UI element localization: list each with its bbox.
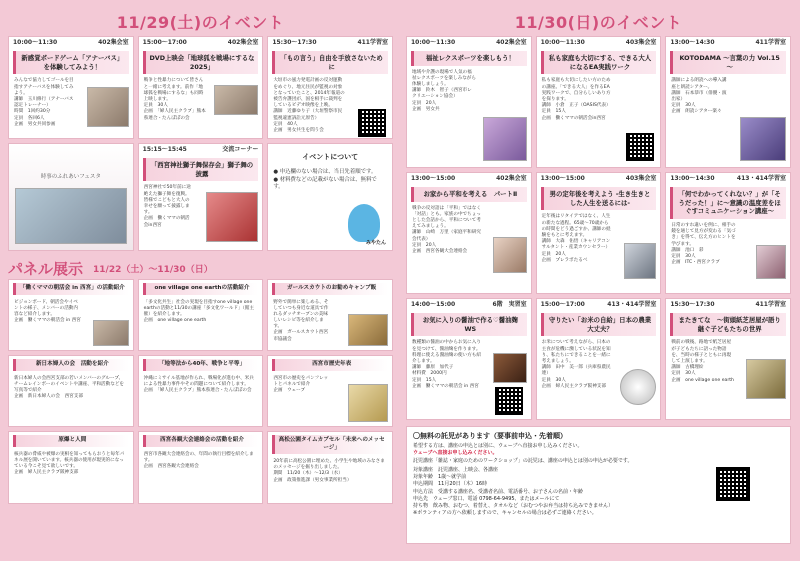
event-photo	[214, 85, 258, 115]
event-room: 411学習室	[357, 39, 388, 46]
event-title: DVD上映会「地球狐を戦場にするな2025」	[143, 51, 259, 74]
day-title-sunday: 11/30(日)のイベント	[514, 12, 683, 32]
panel-title: パネル展示	[8, 259, 84, 278]
notice-line: ※ボランティアの方へ依頼しますので、キャンセルの場合は必ずご連絡ください。	[413, 510, 597, 517]
info-title: イベントについて	[302, 153, 359, 161]
right-page	[406, 6, 791, 555]
panel-card-title: 「地等法から40年、戦争と平等」	[143, 359, 259, 371]
panel-card-title: 西宮各観大会連絡会の活動を紹介	[143, 435, 259, 447]
panel-card-title: 高松公園タイムカプセル「未来へのメッセージ」	[272, 435, 388, 454]
event-time: 15:30～17:30	[670, 301, 715, 308]
event-title: 福祉レクスポーツを楽しもう！	[411, 51, 527, 66]
event-body: 数種類の醤油の中からお気に入りを見つけて、醤油麹を作ります。料理に使える醤油麹の使い方も紹介します。 講師 藤原 加代子 材料費 2000円 定員 15人 企画 働くママの朝活会 in 西宮	[412, 340, 481, 389]
event-room: 6階 実習室	[492, 301, 527, 308]
event-room: 411学習室	[755, 301, 786, 308]
event-card[interactable]	[406, 172, 532, 294]
mascot-label: みやたん	[365, 240, 386, 246]
panel-card[interactable]	[8, 355, 134, 427]
left-page	[8, 6, 393, 555]
panel-card-title: one village one earthの活動紹介	[143, 283, 259, 295]
event-title: 男の定年後を考えよう -生き生きとした人生を送るには-	[541, 187, 657, 210]
event-room: 402集会室	[227, 39, 259, 46]
event-time: 10:00～11:30	[13, 39, 58, 46]
event-title: KOTODAMA ～言葉の力 Vol.15～	[670, 51, 786, 74]
festival-caption: 時事のふれあいフェスタ	[40, 174, 101, 180]
panel-card-body: 「多文化共生」社会の実現を目指すone village one earthの活動と11/30の講座「多文化ワールド」（館主催）を紹介します。 企画 one village one earth	[143, 299, 255, 324]
event-room: 402集会室	[496, 39, 527, 46]
event-body: 地域や介護の現場で人気の福祉レクスポーツを楽しみながら体験しましょう。 講師 鈴木 智子（西宮市レクリエーション協会） 定員 20人 企画 男女共	[412, 69, 476, 112]
panel-photo	[348, 314, 388, 346]
event-photo	[87, 87, 129, 127]
panel-card[interactable]	[138, 279, 264, 351]
festival-photo-card	[8, 143, 134, 251]
event-room: 411学習室	[755, 39, 786, 46]
panel-card-body: 沖縄にミサイル基地が作られ、戦場化が進む中、米兵による性暴力事件やその問題について紹介します。 企画 「婦人民主クラブ」熊本県連合・たんぽぽの会	[143, 375, 254, 393]
notice-title: 〇無料の託児があります（要事前申込・先着順）	[413, 432, 567, 440]
event-title: お気に入りの醤油で作る♡醤油麹WS	[411, 313, 527, 336]
event-time: 13:00～15:00	[540, 175, 585, 182]
day-title-saturday: 11/29(土)のイベント	[116, 12, 285, 32]
event-title: 「何でわかってくれない？」が「そうだった！」に～意識の温度差をほぐすコミュニケーション講座～	[670, 187, 786, 219]
event-room: 402集会室	[98, 39, 129, 46]
panel-card-body: ビジョンボード、朝活会やイベントの様子、メンバーの活動内容など紹介します。 企画 働くママの朝活会 in 西宮	[14, 299, 81, 324]
panel-card-body: 西宮市の歴史をパンフレットとパネルで紹介 企画 ウェーブ	[273, 375, 329, 393]
rice-photo	[620, 369, 656, 405]
event-room: 交流コーナー	[222, 146, 259, 153]
event-time: 10:00～11:30	[411, 39, 456, 46]
panel-card-title: 新日本婦人の会 活動を紹介	[13, 359, 129, 371]
speaker-photo	[624, 243, 656, 279]
event-title: 私も家庭も大切にする、できる大人になるEA実践ワーク	[541, 51, 657, 74]
shishimai-photo	[206, 192, 258, 242]
event-card[interactable]	[665, 172, 791, 294]
event-body: 私も家庭も大切にしたい方のための講座。「できる大人」を作るEA実践ワークで、自分らしいあり方を探ります。 講師 小倉 正子（OASIS代表） 定員 15人 企画 働くママの朝活会in西宮	[541, 78, 611, 121]
event-card[interactable]	[665, 36, 791, 168]
event-time: 15:30～17:30	[272, 39, 317, 46]
event-card[interactable]	[8, 36, 134, 139]
event-time: 10:00～11:30	[540, 39, 585, 46]
event-card[interactable]	[406, 298, 532, 420]
event-card[interactable]	[267, 36, 393, 139]
panel-card[interactable]	[267, 431, 393, 504]
event-body: お米について考えながら、日本の主食が危機に瀕している状況を知り、私たちにできることを一緒に考えましょう。 講師 田中 美一郎（兵庫県農民連） 定員 30人 企画 婦人民主クラブ阪神支部	[541, 340, 611, 389]
event-card[interactable]	[406, 36, 532, 168]
event-body: 講師による朗読への導入講座と朗読シアター。 講師 石本恭市（俳優・演出家） 定員 30人 企画 朗読シアター楽々	[671, 78, 727, 115]
event-card[interactable]	[138, 143, 264, 251]
panel-card-body: 新日本婦人の会西宮支部の若いメンバーのグループ、チームレインボーのイベントや講座、平和活動などを写真等で紹介 企画 新日本婦人の会 西宮支部	[14, 375, 125, 400]
panel-photo	[93, 320, 129, 346]
event-card[interactable]	[536, 298, 662, 420]
event-body: みんなで協力してゴールを目指すアナーバスを体験してみよう。 講師 玉川修行（アナーバス認定トレーナー） 時間 1回約30分 定員 各回6人 企画 男女共同参画	[14, 78, 74, 127]
notice-line: 託児講座「雑誌・家庭のためのワークショップ」の託児は、講座の申込とは別の申込が必要です。	[413, 457, 633, 464]
panel-card[interactable]	[138, 355, 264, 427]
qr-code[interactable]	[716, 467, 750, 501]
event-time: 15:00～17:00	[142, 39, 187, 46]
panel-card[interactable]	[138, 431, 264, 504]
event-body: 日常のすれ違いを例に、相手の鏡を通じて見方が変わる「気づき」を得て、伝え方のヒントを学びます。 講師 池口 彩 定員 30人 企画 ITC・西宮クラブ	[671, 223, 736, 266]
qr-code[interactable]	[626, 133, 654, 161]
notice-line: 持ち物 飲み物、おむつ、着替え、タオルなど（おむつやお弁当は持ち込みできません）	[413, 503, 614, 510]
speaker-photo	[493, 237, 527, 273]
panel-card[interactable]	[267, 279, 393, 351]
notice-line: 希望する方は、講座の申込とは別に、ウェーブへ直接お申し込みください。	[413, 443, 583, 450]
event-title: お家から平和を考える パートⅡ	[411, 187, 527, 202]
panel-card[interactable]	[8, 279, 134, 351]
panel-card-title: 原爆と人間	[13, 435, 129, 447]
event-body: 大垣市の風力発電計画の反対運動をめぐり、地元住民が監視の対象となっていたこと、2014年報道の被告弁護団が、国を相手に裁判をしているビデオ映像を上映。 講師 近藤ゆり子（大垣警察市民監視違憲訴訟元原告） 定員 40人 企画 男女共生を問う会	[273, 78, 345, 133]
info-card	[267, 143, 393, 251]
event-card[interactable]	[665, 298, 791, 420]
notice-line: 申込期間 11月20日（木）16時	[413, 481, 488, 488]
event-card[interactable]	[536, 172, 662, 294]
notice-line: 申込先 ウェーブ窓口、電話 0798-64-9495、またはメールにて	[413, 495, 560, 502]
mascot-icon	[348, 204, 380, 242]
event-time: 15:00～17:00	[540, 301, 585, 308]
event-card[interactable]	[536, 36, 662, 168]
event-title: 「西宮神社獅子舞保存会」獅子舞の披露	[143, 158, 259, 181]
event-title: またきてな ～街頭紙芝居屋が語り継ぐ子どもたちの世界	[670, 313, 786, 336]
childcare-notice	[406, 426, 791, 544]
panel-card-title: ガールスカウトのお勧めキャンプ飯	[272, 283, 388, 295]
info-body: ● 申込欄のない場合は、当日先着順です。 ● 材料費などの記載がない場合は、無料です。	[273, 169, 377, 191]
event-body: 戦争と性暴力について皆さんと一緒に考えます。前作「地球狐を戦場にするな」も同時上映します。 定員 30人 企画 「婦人民主クラブ」熊本県連合・たんぽぽの会	[143, 78, 206, 121]
event-title: 「もの言う」自由を手放さないために	[272, 51, 388, 74]
event-room: 402集会室	[496, 175, 527, 182]
event-time: 15:15～15:45	[142, 146, 187, 153]
event-time: 13:00～14:30	[670, 175, 715, 182]
qr-code[interactable]	[358, 109, 386, 137]
event-body: 定年後はリタイアではなく、人生の新たな過程。65歳～70歳からの時間をどう過ごすか、講師の経験をもとに考えます。 講師 大森 佑悟（キャリアコンサルタント・産業カウンセラー） 定員 20人 企画 プレラボたるべ	[541, 214, 611, 263]
event-room: 413・414学習室	[736, 175, 786, 182]
panel-card-body: 西宮市各観大会連絡会の、年間の執行目標を紹介します。 企画 西宮各観大会連絡会	[143, 451, 254, 469]
panel-card-body: 20年前に高松公園に埋めた、小学生や地域のみなさまのメッセージを掘り出しました。 期間 11/20（木）～12/3（水） 企画 政策推進課（男女事業所担当）	[273, 459, 385, 483]
festival-photo	[15, 188, 127, 244]
kamishibai-photo	[746, 359, 786, 399]
notice-red: ウェーブへ直接お申し込みください。	[413, 450, 498, 457]
event-photo	[483, 117, 527, 161]
event-body: 西宮神社で50年前に途絶えた獅子舞を復興。皆様でこどもと大人の幸せを願って披露します。 企画 働くママの朝活会in西宮	[143, 185, 191, 228]
soy-sauce-photo	[493, 353, 527, 383]
event-time: 13:00～14:30	[670, 39, 715, 46]
event-card[interactable]	[138, 36, 264, 139]
event-time: 13:00～15:00	[411, 175, 456, 182]
panel-card[interactable]	[267, 355, 393, 427]
notice-line: 対象年齢 1歳～就学前	[413, 474, 467, 481]
event-time: 14:00～15:00	[411, 301, 456, 308]
event-room: 413・414学習室	[607, 301, 657, 308]
event-body: 戦争の反対語は「平和」ではなく「対話」とも。家族の中でちょっとした会話から、平和について考えてみましょう。 講師 山崎 万里（家庭平和研究会代表） 定員 20人 企画 西宮各観大会連絡会	[412, 205, 481, 255]
panel-card-body: 核兵器の脅威や被爆の実相を知ってもらおうと毎年パネル展を開いています。核兵器の使用が現実的になっている今こそ見て欲しいです。 企画 婦人民主クラブ阪神支部	[14, 451, 125, 476]
event-title: 新感覚ボードゲーム「アナーバス」を体験してみよう！	[13, 51, 129, 74]
panel-card-body: 野外で簡単に楽しめる、そしていつも身近な道具で作れるダッチオーブンの美味しいレシピ等を紹介します。 企画 ガールスカウト西宮市協議会	[273, 299, 329, 342]
qr-code[interactable]	[495, 387, 523, 415]
panel-photo	[348, 384, 388, 422]
event-title: 守りたい「お米の自給」日本の農業大丈夫？	[541, 313, 657, 336]
event-room: 403集会室	[625, 39, 657, 46]
notice-line: 申込方法 受講する講座名、受講者名前、電話番号、お子さんの名前・年齢	[413, 488, 584, 495]
notice-line: 対象講座 託児講座、上映会、各講座	[413, 466, 499, 473]
panel-card-title: 西宮市歴史年表	[272, 359, 388, 371]
speaker-photo	[756, 245, 786, 279]
panel-dates: 11/22（土）～11/30（日）	[93, 264, 213, 275]
panel-card[interactable]	[8, 431, 134, 504]
event-body: 戦前の戦後、路地で紙芝居屋が子どもたちに語った物語を、当時の様子とともに再現して上演します。 講師 古橋理絵 定員 30人 企画 one village one earth	[671, 340, 734, 383]
event-photo	[740, 117, 786, 161]
event-room: 403集会室	[625, 175, 657, 182]
panel-card-title: 「働くママの朝活会 in 西宮」の活動紹介	[13, 283, 129, 295]
